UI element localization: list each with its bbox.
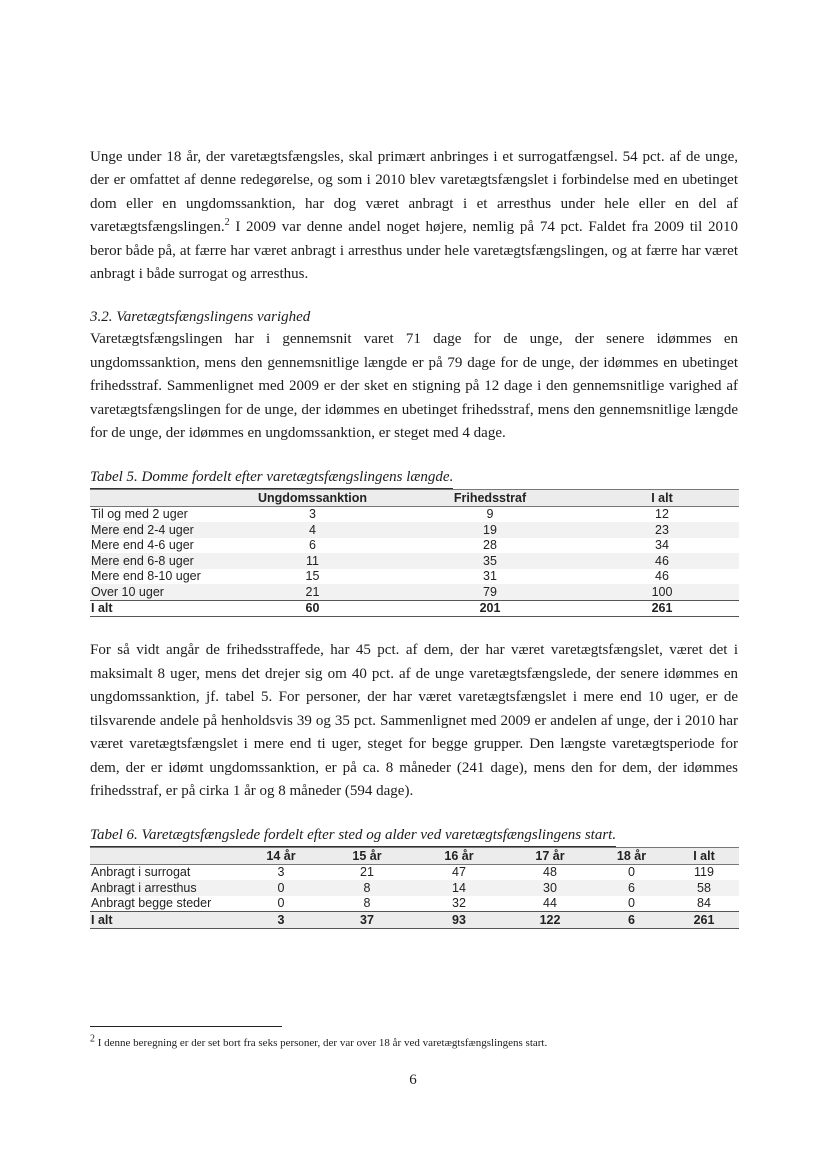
table-row (90, 569, 739, 585)
total-cell: 60 (230, 600, 395, 617)
total-cell: 6 (594, 912, 669, 929)
table-cell: 0 (628, 865, 635, 880)
table-cell: 6 (309, 538, 316, 553)
page-content (90, 146, 738, 929)
table-row (90, 553, 739, 569)
table-cell: 3 (277, 865, 285, 880)
table-cell: 58 (697, 880, 711, 895)
paragraph-frihedsstraffede: For så vidt angår de frihedsstraffede, har 45 pct. af dem, der har været varetægtsfængslet, været det i maksimalt 8 uger, mens det drejer sig om 40 pct. af de unge varetægtsfængslede, der senere idømmes en ungdomssanktion, jf. tabel 5. For personer, der har været varetægtsfængslet i mere end 10 uger, er de tilsvarende andele på henholdsvis 39 og 35 pct. Sammenlignet med 2009 er andelen af unge, der i 2010 har været varetægtsfængslet i mere end ti uger, steget for begge grupper. Den længste varetægtsperiode for dem, der er idømt ungdomssanktion, er på ca. 8 måneder (241 dage), mens den for dem, der idømmes frihedsstraf, er på cirka 1 år og 8 måneder (594 dage). (90, 642, 738, 799)
table-row (90, 584, 739, 600)
table-cell: 8 (363, 880, 371, 895)
total-row (90, 912, 739, 929)
table-cell: 0 (277, 896, 285, 911)
table5 (90, 489, 739, 617)
table6-header-cell: 16 år (412, 848, 506, 865)
row-label: Anbragt begge steder (91, 896, 212, 911)
total-cell: 93 (412, 912, 506, 929)
table6-caption: Tabel 6. Varetægtsfængslede fordelt efter sted og alder ved varetægtsfængslingens start. (90, 825, 616, 847)
table-cell: 4 (309, 522, 316, 537)
table-row (90, 896, 739, 912)
table-cell: 12 (655, 507, 669, 522)
row-label: Anbragt i surrogat (91, 865, 191, 880)
table6-header-cell (90, 848, 240, 865)
table6 (90, 847, 739, 929)
table6-header-row (90, 848, 739, 865)
paragraph-text: Unge under 18 år, der varetægtsfængsles, skal primært anbringes i et surrogatfængsel. 54 pct. af de unge, der er omfattet af denne redegørelse, og som i 2010 blev varetægtsfængslet i forbindelse med en ubetinget dom eller en ungdomssanktion, har dog været anbragt i et arresthus under hele eller en del af varetægtsfængslingen. (90, 149, 738, 236)
table-cell: 9 (486, 507, 494, 522)
table-cell: 21 (360, 865, 374, 880)
table-cell: 84 (697, 896, 711, 911)
row-label: Mere end 8-10 uger (91, 569, 201, 584)
total-label: I alt (90, 600, 230, 617)
table-cell: 119 (694, 865, 714, 880)
total-cell: 122 (506, 912, 594, 929)
row-label: Over 10 uger (91, 584, 164, 599)
table-row (90, 506, 739, 522)
table6-header-cell: 17 år (506, 848, 594, 865)
table5-header-cell: Ungdomssanktion (230, 490, 395, 507)
table-cell: 6 (628, 880, 635, 895)
page-number: 6 (409, 1072, 417, 1088)
table-cell: 28 (483, 538, 497, 553)
paragraph-varighed: Varetægtsfængslingen har i gennemsnit varet 71 dage for de unge, der senere idømmes en ungdomssanktion, mens den gennemsnitlige længde er på 79 dage for de unge, der idømmes en ubetinget frihedsstraf. Sammenlignet med 2009 er der sket en stigning på 12 dage i den gennemsnitlige varighed af varetægtsfængslingen for de unge, der idømmes en ubetinget frihedsstraf, mens den gennemsnitlige længde for de unge, der idømmes en ungdomssanktion, er steget med 4 dage. (90, 331, 738, 442)
table6-header-cell: 18 år (594, 848, 669, 865)
table-cell: 46 (655, 553, 669, 568)
table-cell: 48 (543, 865, 557, 880)
table-row (90, 522, 739, 538)
table-cell: 44 (543, 896, 557, 911)
total-cell: 201 (395, 600, 585, 617)
table5-header-cell (90, 490, 230, 507)
total-label: I alt (90, 912, 240, 929)
table5-header-row (90, 490, 739, 507)
footnote (90, 1033, 548, 1050)
table-cell: 0 (277, 880, 285, 895)
table6-header-cell: 15 år (322, 848, 412, 865)
section-heading: 3.2. Varetægtsfængslingens varighed (90, 309, 311, 326)
total-cell: 261 (585, 600, 739, 617)
table-cell: 15 (305, 569, 320, 584)
table-cell: 21 (305, 584, 320, 599)
table-cell: 8 (363, 896, 371, 911)
footnote-text: I denne beregning er der set bort fra seks personer, der var over 18 år ved varetægtsfængslingens start. (95, 1037, 548, 1049)
table-cell: 79 (483, 584, 497, 599)
footnote-divider (90, 1026, 282, 1027)
table-cell: 14 (452, 880, 466, 895)
row-label: Mere end 4-6 uger (91, 538, 194, 553)
table6-header-cell: 14 år (240, 848, 322, 865)
table-cell: 30 (543, 880, 557, 895)
table-cell: 100 (651, 584, 673, 599)
table-cell: 11 (306, 553, 319, 568)
table-cell: 31 (483, 569, 497, 584)
table5-caption: Tabel 5. Domme fordelt efter varetægtsfængslingens længde. (90, 467, 453, 489)
table6-header-cell: I alt (669, 848, 739, 865)
table-row (90, 538, 739, 554)
total-cell: 261 (669, 912, 739, 929)
table-cell: 19 (483, 522, 497, 537)
table-row (90, 864, 739, 880)
total-cell: 3 (240, 912, 322, 929)
table-cell: 23 (655, 522, 669, 537)
table-row (90, 880, 739, 896)
table-cell: 46 (655, 569, 669, 584)
row-label: Anbragt i arresthus (91, 880, 197, 895)
total-row (90, 600, 739, 617)
row-label: Til og med 2 uger (91, 507, 188, 522)
table5-header-cell: Frihedsstraf (395, 490, 585, 507)
footnote-mark: 2 (90, 1033, 95, 1045)
table-cell: 35 (483, 553, 497, 568)
total-cell: 37 (322, 912, 412, 929)
row-label: Mere end 6-8 uger (91, 553, 194, 568)
table-cell: 47 (452, 865, 466, 880)
table-cell: 0 (628, 896, 635, 911)
paragraph-text-tail: I 2009 var denne andel noget højere, nemlig på 74 pct. Faldet fra 2009 til 2010 beror både på, at færre har været anbragt i arresthus under hele varetægtsfængslingen, og at færre har været anbragt i både surrogat og arresthus. (90, 219, 738, 283)
row-label: Mere end 2-4 uger (91, 522, 194, 537)
table-cell: 34 (655, 538, 669, 553)
table5-header-cell: I alt (585, 490, 739, 507)
footnote-reference[interactable]: 2 (224, 217, 230, 229)
paragraph-surrogat (90, 146, 738, 286)
table-cell: 3 (309, 507, 316, 522)
table-cell: 32 (452, 896, 466, 911)
